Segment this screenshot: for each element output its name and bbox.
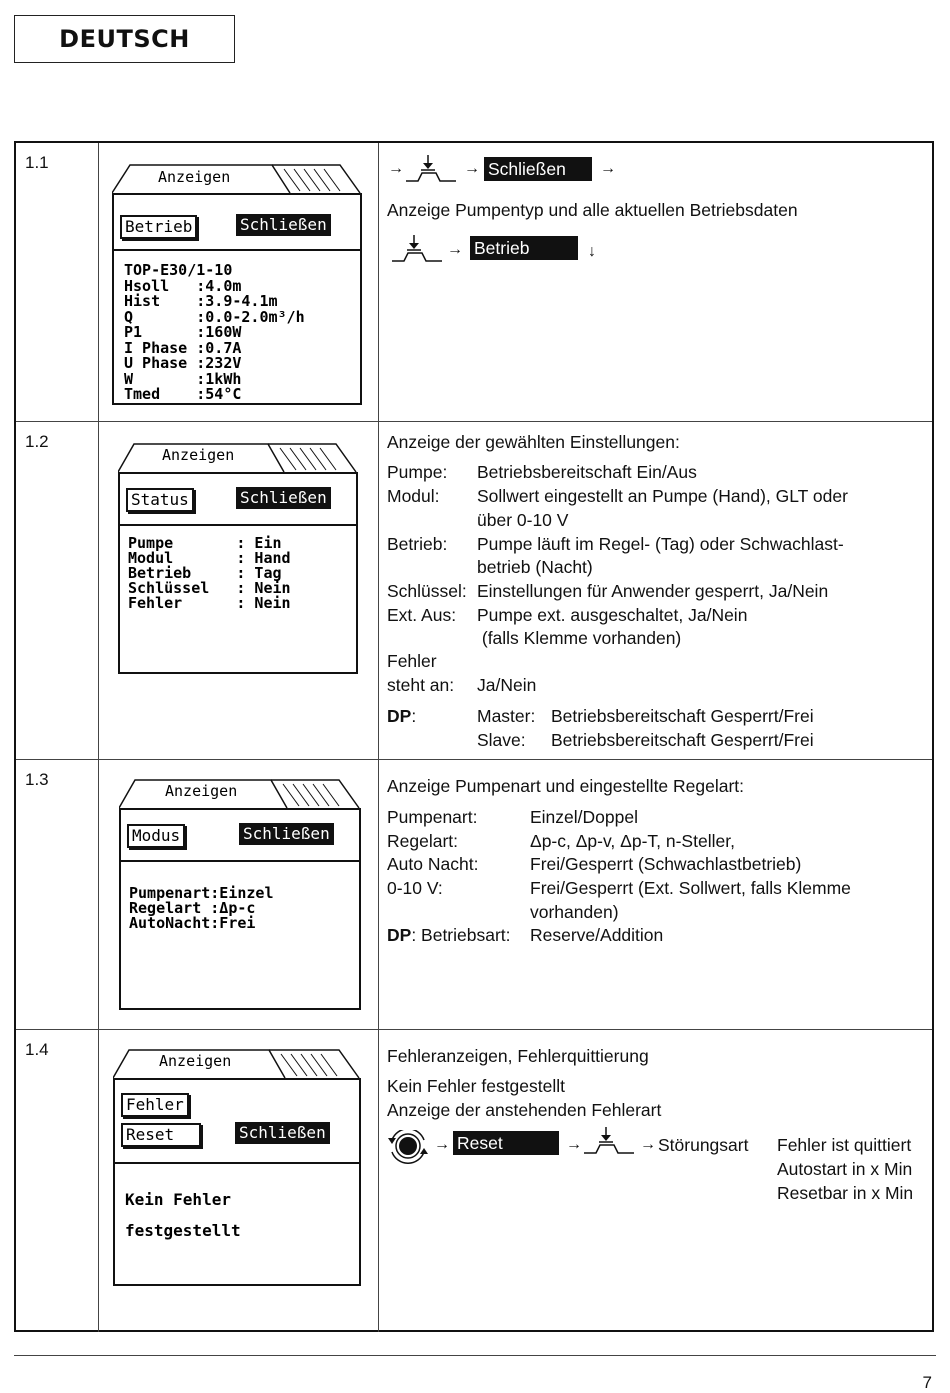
result: Autostart in x Min [777,1159,913,1179]
betrieb-label: Betrieb [470,236,578,260]
footer-rule [14,1355,936,1356]
lcd-line: P1 :160W [124,323,242,341]
table-row [16,760,932,1030]
lcd-line: Pumpenart:Einzel [129,884,274,902]
row-number: 1.3 [25,770,49,789]
lcd-line: Modul : Hand [128,549,291,567]
lcd-schliessen-button[interactable]: Schließen [236,214,331,236]
lcd-display [113,1046,361,1286]
line3: Anzeige der anstehenden Fehlerart [387,1100,662,1120]
line1: Fehleranzeigen, Fehlerquittierung [387,1046,649,1066]
lcd-fehler-button[interactable]: Fehler [121,1093,189,1117]
language-label: DEUTSCH [14,15,235,63]
stoerungsart: Störungsart [658,1135,749,1155]
item-value: (falls Klemme vorhanden) [477,628,682,648]
lcd-line: Pumpe : Ein [128,534,282,552]
lcd-line: Kein Fehler [125,1190,231,1209]
item-value: Sollwert eingestellt an Pumpe (Hand), GLT oder [477,486,848,506]
result: Resetbar in x Min [777,1183,914,1203]
item-key: Schlüssel: [387,581,467,601]
lcd-modus-button[interactable]: Modus [127,824,185,848]
lcd-line: Tmed :54°C [124,385,242,403]
item-key: steht an: [387,675,455,695]
lcd-betrieb-button[interactable]: Betrieb [120,215,197,239]
lcd-display [112,161,362,405]
arrow-right-icon: → [600,160,616,177]
press-button-icon [404,155,460,185]
heading: Anzeige Pumpenart und eingestellte Regelart: [387,776,745,796]
item-key: 0-10 V: [387,878,443,898]
item-value: Δp-c, Δp-v, Δp-T, n-Steller, [530,831,735,851]
rotary-knob-icon [386,1130,434,1164]
lcd-reset-button[interactable]: Reset [121,1123,201,1147]
item-value: betrieb (Nacht) [477,557,593,577]
arrow-right-icon: → [640,1136,656,1153]
item-key: Modul: [387,486,440,506]
item-key: Ext. Aus: [387,605,457,625]
row-number: 1.1 [25,153,49,172]
lcd-title: Anzeigen [162,446,235,464]
item-value: Frei/Gesperrt (Schwachlastbetrieb) [530,854,802,874]
lcd-line: Fehler : Nein [128,594,291,612]
table-row [16,422,932,760]
lcd-line: W :1kWh [124,369,242,388]
arrow-right-icon: → [464,160,480,177]
lcd-title: Anzeigen [159,1052,232,1070]
result: Fehler ist quittiert [777,1135,912,1155]
item-value: Frei/Gesperrt (Ext. Sollwert, falls Klemme [530,878,851,898]
lcd-line: I Phase :0.7A [124,338,242,357]
arrow-right-icon: → [447,241,463,258]
item-value: Pumpe ext. ausgeschaltet, Ja/Nein [477,605,748,625]
lcd-title: Anzeigen [158,168,231,186]
table-row [16,143,932,422]
line2: Kein Fehler festgestellt [387,1076,566,1096]
item-key: Regelart: [387,831,459,851]
item-value: Ja/Nein [477,675,537,695]
lcd-line: Q :0.0-2.0m³/h [124,307,305,326]
description: Anzeige Pumpentyp und alle aktuellen Betriebsdaten [387,200,798,220]
lcd-header-shape [112,161,362,195]
item-value: Pumpe läuft im Regel- (Tag) oder Schwachlast- [477,534,844,554]
dp-key: Master: [477,706,536,726]
lcd-schliessen-button[interactable]: Schließen [236,487,331,509]
table-row [16,1030,932,1332]
lcd-title: Anzeigen [165,782,238,800]
lcd-line: Betrieb : Tag [128,564,282,582]
item-value: vorhanden) [530,902,619,922]
press-button-icon [582,1127,638,1157]
lcd-line: TOP-E30/1-10 [124,261,233,279]
row-number: 1.4 [25,1040,49,1059]
item-value: über 0-10 V [477,510,569,530]
lcd-display [118,440,358,674]
lcd-display [119,776,361,1010]
lcd-line: Hsoll :4.0m [124,276,242,295]
lcd-line: Hist :3.9-4.1m [124,292,278,310]
heading: Anzeige der gewählten Einstellungen: [387,432,680,452]
item-value: Einstellungen für Anwender gesperrt, Ja/Nein [477,581,829,601]
reset-label: Reset [453,1131,559,1155]
dp-value: Betriebsbereitschaft Gesperrt/Frei [551,730,814,750]
arrow-right-icon: → [566,1136,582,1153]
item-key: Fehler [387,651,437,671]
item-value: Betriebsbereitschaft Ein/Aus [477,462,697,482]
lcd-line: Regelart :Δp-c [129,899,256,917]
item-key: Auto Nacht: [387,854,479,874]
lcd-line: AutoNacht:Frei [129,914,256,932]
page-number: 7 [922,1373,932,1392]
lcd-status-button[interactable]: Status [126,488,194,512]
item-key: Pumpe: [387,462,448,482]
lcd-line: Schlüssel : Nein [128,579,291,597]
arrow-right-icon: → [434,1136,450,1153]
dp-label: DP: [387,706,417,726]
arrow-down-icon: ↓ [588,243,596,260]
dp-label: DP: Betriebsart: [387,925,511,945]
item-key: Pumpenart: [387,807,478,827]
lcd-schliessen-button[interactable]: Schließen [235,1122,330,1144]
instruction-table [14,141,934,1332]
dp-key: Slave: [477,730,526,750]
lcd-line: festgestellt [125,1221,241,1240]
schliessen-label: Schließen [484,157,592,181]
arrow-right-icon: → [388,160,404,177]
dp-value: Reserve/Addition [530,925,664,945]
lcd-schliessen-button[interactable]: Schließen [239,823,334,845]
item-value: Einzel/Doppel [530,807,638,827]
press-button-icon [390,235,446,265]
lcd-line: U Phase :232V [124,354,242,372]
item-key: Betrieb: [387,534,448,554]
dp-value: Betriebsbereitschaft Gesperrt/Frei [551,706,814,726]
row-number: 1.2 [25,432,49,451]
